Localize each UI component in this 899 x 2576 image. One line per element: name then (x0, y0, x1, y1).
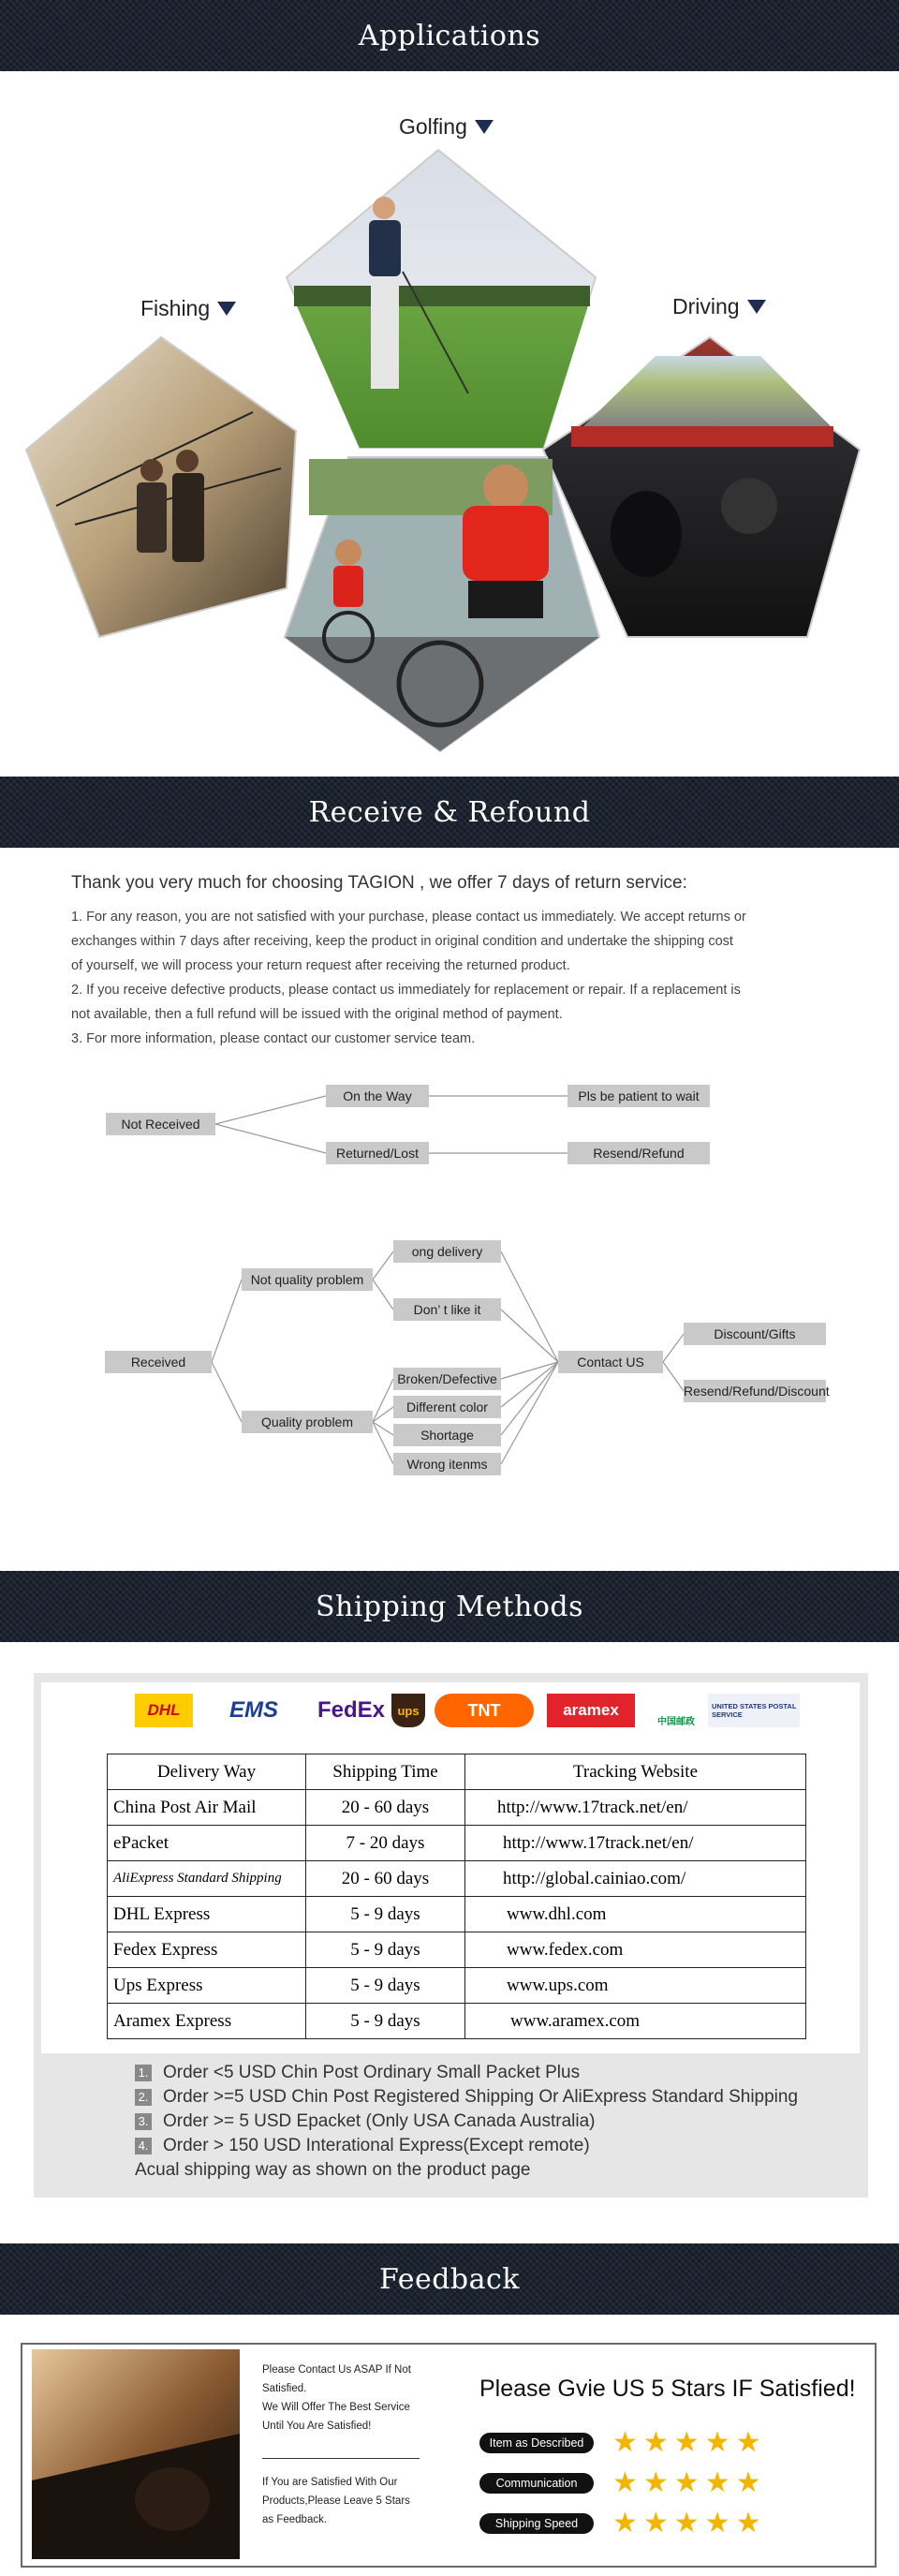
table-row (108, 2004, 806, 2039)
golfing-image (287, 150, 596, 448)
star-rating-item: ★★★★★ (612, 2427, 767, 2458)
refund-banner (0, 777, 899, 848)
contact-line: Please Contact Us ASAP If Not (262, 2364, 411, 2376)
flow-node-quality: Quality problem (242, 1411, 373, 1433)
shipping-note (135, 2110, 798, 2134)
rating-label-shipping: Shipping Speed (479, 2513, 594, 2534)
column-header: Shipping Time (306, 1754, 465, 1790)
driving-image (543, 337, 860, 637)
flow-node-shortage: Shortage (393, 1424, 501, 1446)
rating-label-item: Item as Described (479, 2433, 594, 2453)
feedback-headline: Please Gvie US 5 Stars IF Satisfied! (479, 2376, 856, 2402)
usps-logo: UNITED STATES POSTAL SERVICE (708, 1694, 800, 1727)
flow-node-wrong-items: Wrong itenms (393, 1453, 501, 1475)
shipping-time-cell: 5 - 9 days (306, 1968, 465, 2004)
aramex-logo: aramex (547, 1694, 635, 1727)
table-row (108, 1790, 806, 1826)
column-header: Tracking Website (465, 1754, 806, 1790)
cycling-image (285, 457, 599, 751)
tracking-website-cell[interactable]: www.fedex.com (465, 1932, 806, 1968)
shipping-footer-note: Acual shipping way as shown on the product page (135, 2160, 531, 2180)
star-rating-communication: ★★★★★ (612, 2467, 767, 2498)
tracking-website-cell[interactable]: www.dhl.com (465, 1897, 806, 1932)
note-text: Order <5 USD Chin Post Ordinary Small Packet Plus (163, 2063, 581, 2082)
tracking-website-cell[interactable]: http://www.17track.net/en/ (465, 1790, 806, 1826)
shipping-banner (0, 1571, 899, 1642)
satisfied-message (262, 2473, 440, 2529)
column-header: Delivery Way (108, 1754, 306, 1790)
applications-collage (0, 112, 899, 768)
fedex-logo: FedEx (317, 1697, 386, 1723)
flow-node-not-received: Not Received (106, 1113, 215, 1135)
applications-banner (0, 0, 899, 71)
flow-node-wait: Pls be patient to wait (567, 1085, 710, 1107)
driving-text: Driving (672, 294, 740, 318)
delivery-way-cell: Fedex Express (108, 1932, 306, 1968)
china-post-logo: 中国邮政 (657, 1717, 695, 1727)
number-badge: 1. (135, 2065, 152, 2081)
contact-line: We Will Offer The Best Service (262, 2402, 410, 2413)
shipping-note (135, 2134, 798, 2158)
flow-node-contact-us: Contact US (558, 1351, 663, 1373)
fishing-label (140, 296, 236, 321)
flow-node-not-quality: Not quality problem (242, 1268, 373, 1291)
delivery-way-cell: Ups Express (108, 1968, 306, 2004)
policy-line: 1. For any reason, you are not satisfied with your purchase, please contact us immediately. We accept returns or (71, 910, 746, 925)
flow-node-different-color: Different color (393, 1396, 501, 1418)
flow-node-broken: Broken/Defective (393, 1368, 501, 1390)
flow-node-returned-lost: Returned/Lost (326, 1142, 429, 1164)
flow-node-received: Received (105, 1351, 212, 1373)
flow-node-discount-gifts: Discount/Gifts (684, 1323, 826, 1345)
fishing-text: Fishing (140, 296, 211, 320)
table-header-row (108, 1754, 806, 1790)
driving-label (672, 294, 766, 319)
refund-policy (71, 905, 858, 1051)
shipping-time-cell: 5 - 9 days (306, 1932, 465, 1968)
policy-line: 3. For more information, please contact our customer service team. (71, 1031, 476, 1046)
tracking-website-cell[interactable]: www.aramex.com (465, 2004, 806, 2039)
golfing-label (399, 114, 494, 140)
triangle-down-icon (217, 302, 236, 316)
rating-label-communication: Communication (479, 2473, 594, 2494)
ups-logo: ups (391, 1694, 425, 1727)
tracking-website-cell[interactable]: http://www.17track.net/en/ (465, 1826, 806, 1861)
contact-message (262, 2361, 440, 2435)
number-badge: 3. (135, 2113, 152, 2130)
table-row (108, 1861, 806, 1897)
satisfied-line: Products,Please Leave 5 Stars (262, 2495, 410, 2507)
delivery-way-cell: ePacket (108, 1826, 306, 1861)
shipping-note (135, 2085, 798, 2110)
shipping-time-cell: 7 - 20 days (306, 1826, 465, 1861)
delivery-way-cell: AliExpress Standard Shipping (108, 1861, 306, 1897)
table-row (108, 1897, 806, 1932)
shipping-time-cell: 20 - 60 days (306, 1861, 465, 1897)
star-rating-shipping: ★★★★★ (612, 2508, 767, 2539)
flow-node-dont-like: Don’ t like it (393, 1298, 501, 1321)
shipping-table (107, 1754, 806, 2039)
policy-line: not available, then a full refund will be issued with the original method of payment. (71, 1007, 563, 1022)
note-text: Order > 150 USD Interational Express(Except remote) (163, 2136, 590, 2155)
shipping-notes (135, 2061, 798, 2183)
table-row (108, 1932, 806, 1968)
triangle-down-icon (747, 300, 766, 314)
dhl-logo: DHL (135, 1694, 193, 1727)
section-title: Receive & Refound (308, 795, 591, 829)
policy-line: of yourself, we will process your return request after receiving the returned product. (71, 958, 570, 973)
section-title: Feedback (379, 2262, 520, 2296)
table-row (108, 1968, 806, 2004)
divider (262, 2458, 420, 2459)
feedback-banner (0, 2243, 899, 2315)
flow-node-long-delivery: ong delivery (393, 1240, 501, 1263)
delivery-way-cell: DHL Express (108, 1897, 306, 1932)
policy-line: exchanges within 7 days after receiving, keep the product in original condition and undertake the shipping cost (71, 934, 733, 949)
contact-line: Until You Are Satisfied! (262, 2421, 372, 2432)
refund-intro: Thank you very much for choosing TAGION , we offer 7 days of return service: (71, 873, 687, 893)
fishing-image (26, 337, 296, 637)
note-text: Order >=5 USD Chin Post Registered Shipping Or AliExpress Standard Shipping (163, 2087, 799, 2107)
tracking-website-cell[interactable]: http://global.cainiao.com/ (465, 1861, 806, 1897)
note-text: Order >= 5 USD Epacket (Only USA Canada Australia) (163, 2111, 596, 2131)
delivery-way-cell: China Post Air Mail (108, 1790, 306, 1826)
satisfied-line: as Feedback. (262, 2514, 328, 2525)
shipping-note (135, 2061, 798, 2085)
feedback-car-image (32, 2349, 240, 2559)
section-title: Shipping Methods (315, 1590, 584, 1623)
golfing-text: Golfing (399, 114, 467, 139)
triangle-down-icon (475, 120, 494, 134)
policy-line: 2. If you receive defective products, please contact us immediately for replacement or repair. If a replacement is (71, 983, 741, 998)
delivery-way-cell: Aramex Express (108, 2004, 306, 2039)
contact-line: Satisfied. (262, 2383, 307, 2394)
number-badge: 4. (135, 2138, 152, 2154)
flow-node-resend-refund-discount: Resend/Refund/Discount (684, 1380, 826, 1402)
ems-logo: EMS (228, 1697, 278, 1723)
satisfied-line: If You are Satisfied With Our (262, 2477, 398, 2488)
section-title: Applications (358, 19, 541, 52)
shipping-time-cell: 20 - 60 days (306, 1790, 465, 1826)
table-row (108, 1826, 806, 1861)
flow-node-on-the-way: On the Way (326, 1085, 429, 1107)
tnt-logo: TNT (435, 1694, 534, 1727)
shipping-time-cell: 5 - 9 days (306, 2004, 465, 2039)
tracking-website-cell[interactable]: www.ups.com (465, 1968, 806, 2004)
flow-node-resend-refund: Resend/Refund (567, 1142, 710, 1164)
number-badge: 2. (135, 2089, 152, 2106)
shipping-time-cell: 5 - 9 days (306, 1897, 465, 1932)
